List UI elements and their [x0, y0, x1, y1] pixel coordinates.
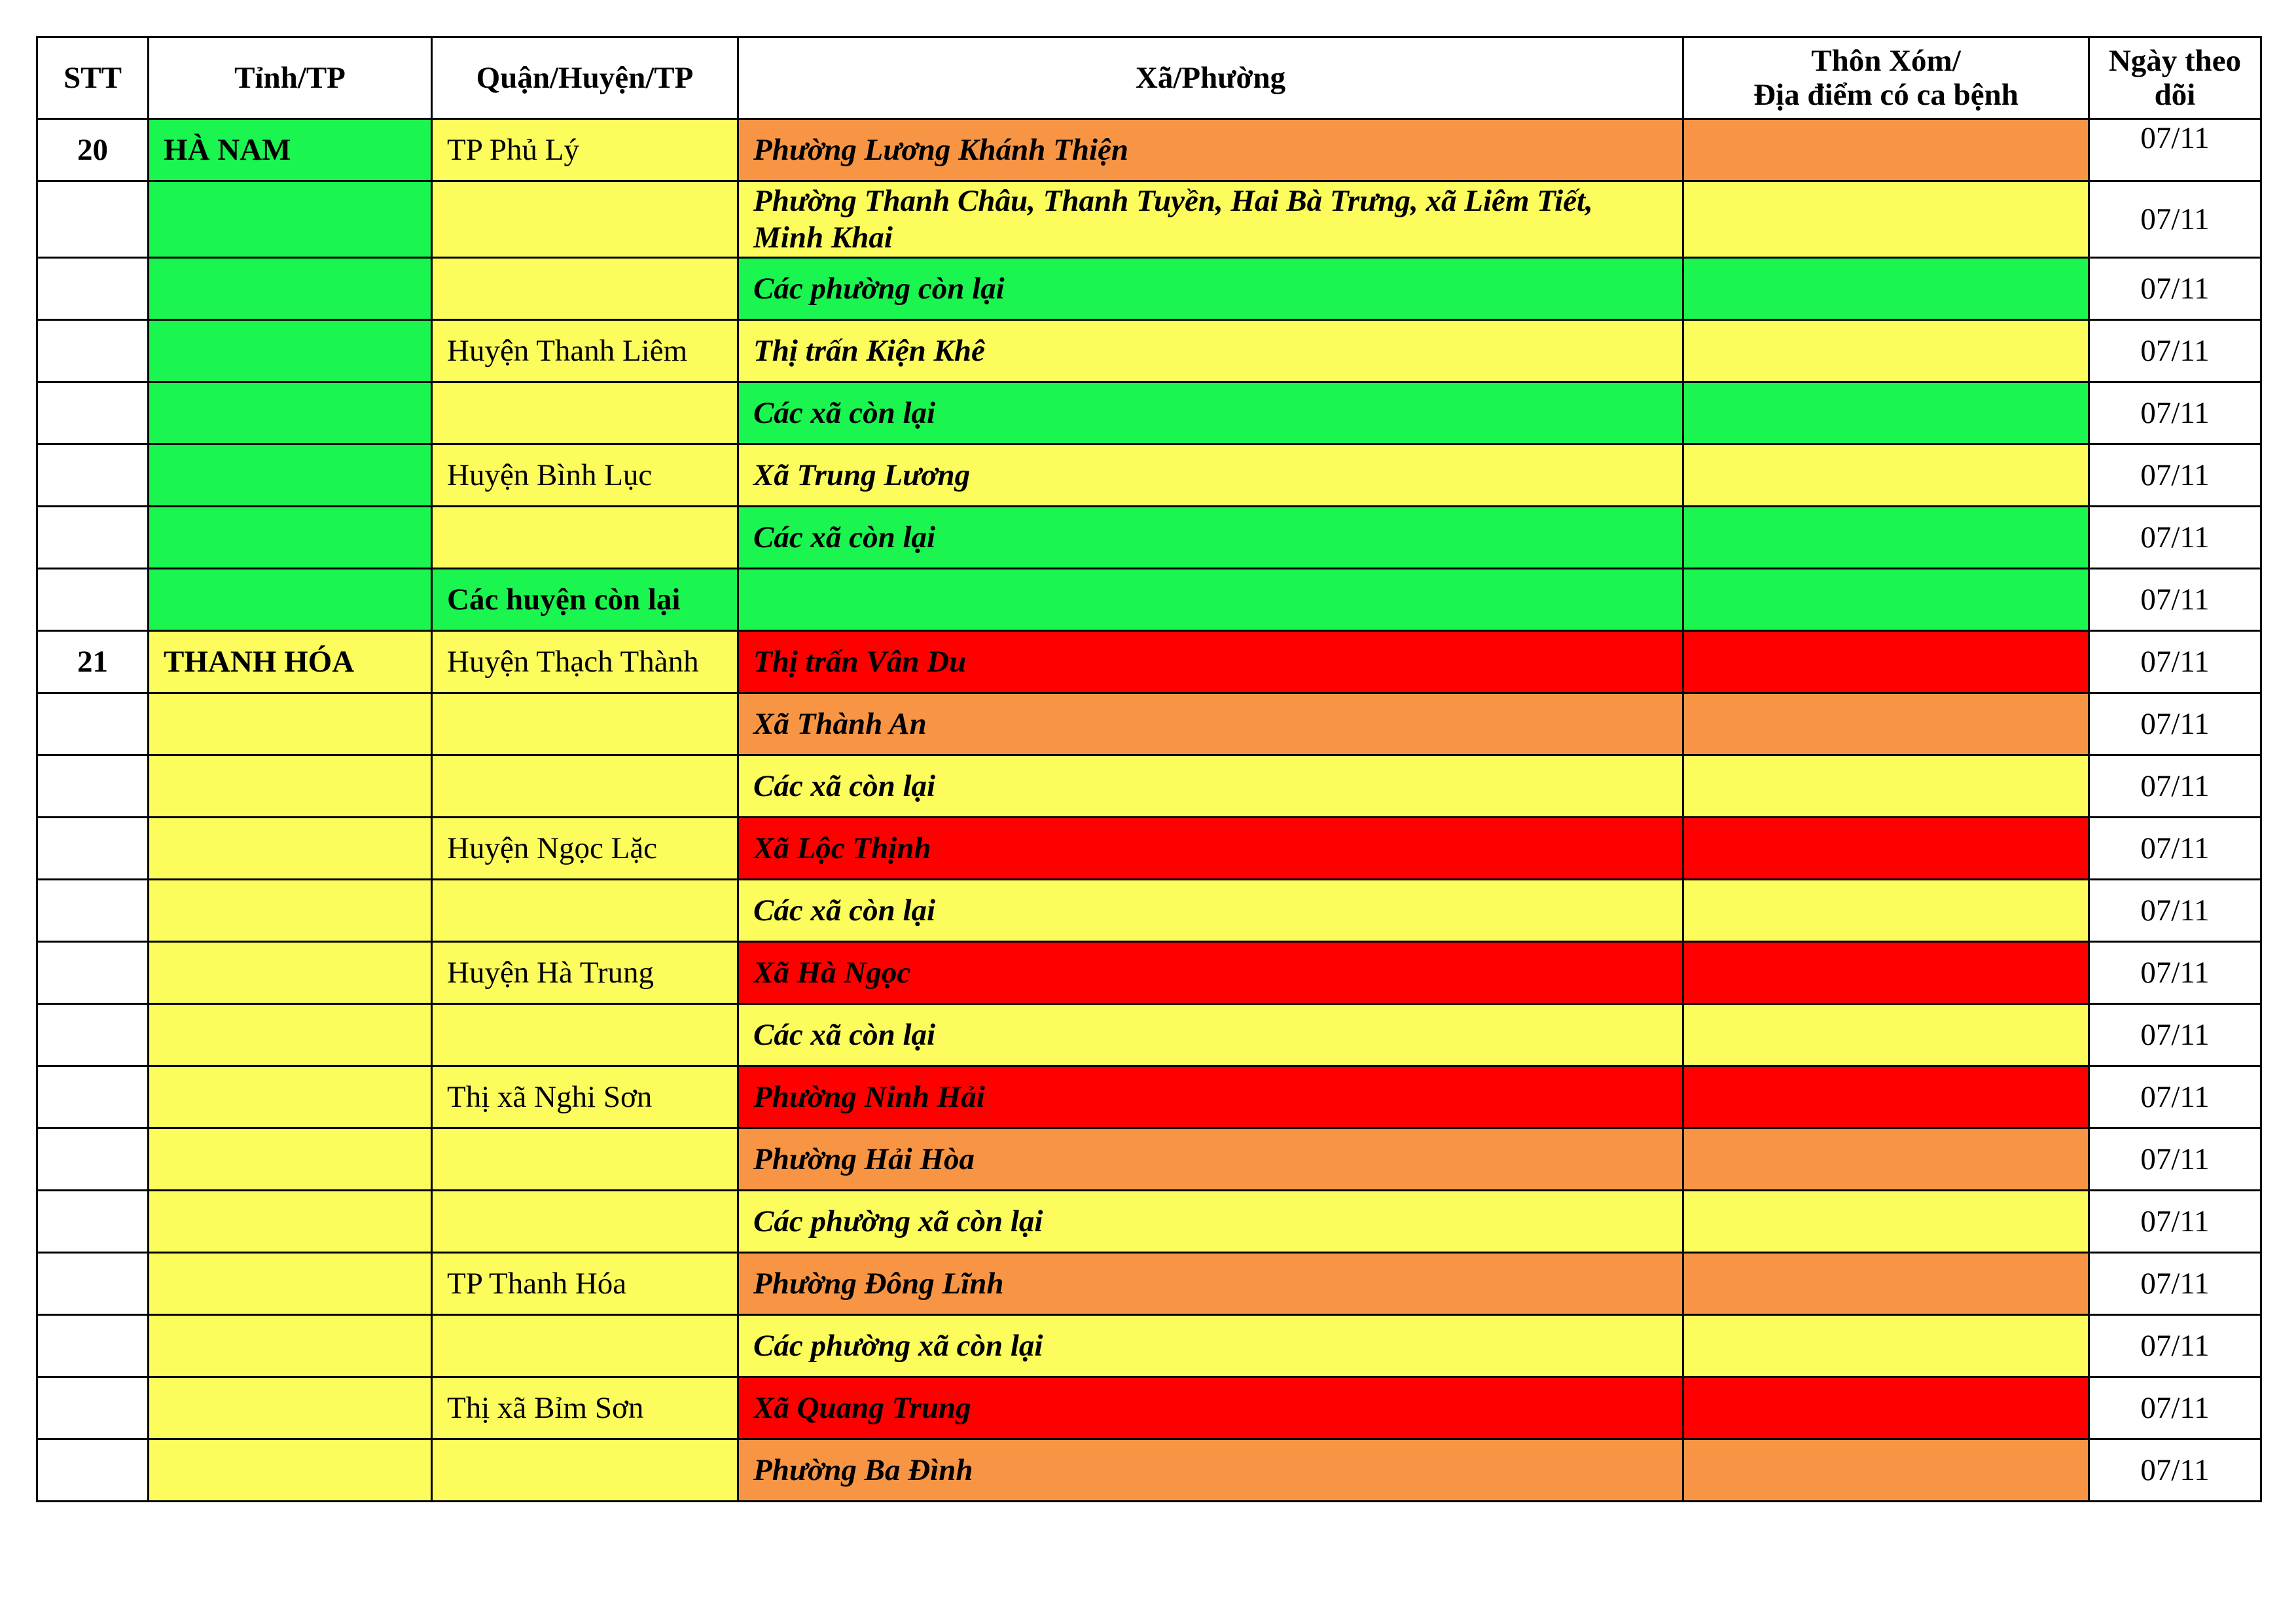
date-cell: 07/11: [2089, 942, 2261, 1004]
table-row: [37, 818, 2261, 880]
table-row: [37, 1315, 2261, 1377]
date-cell: 07/11: [2089, 320, 2261, 382]
date-cell: 07/11: [2089, 382, 2261, 444]
district-cell: Thị xã Bỉm Sơn: [432, 1377, 738, 1439]
table-row: [37, 382, 2261, 444]
stt-cell: [37, 507, 149, 569]
table-row: [37, 320, 2261, 382]
date-cell: 07/11: [2089, 1128, 2261, 1191]
province-cell: [149, 1315, 432, 1377]
date-cell: 07/11: [2089, 1253, 2261, 1315]
province-cell: THANH HÓA: [149, 631, 432, 693]
place-cell: [1683, 1128, 2089, 1191]
stt-cell: 20: [37, 119, 149, 181]
ward-cell: Các phường xã còn lại: [738, 1191, 1683, 1253]
ward-cell: Các xã còn lại: [738, 382, 1683, 444]
province-cell: [149, 444, 432, 507]
district-cell: TP Thanh Hóa: [432, 1253, 738, 1315]
table-header: [37, 37, 2261, 119]
date-cell: 07/11: [2089, 1315, 2261, 1377]
province-cell: [149, 1191, 432, 1253]
district-cell: Huyện Hà Trung: [432, 942, 738, 1004]
header-province: Tỉnh/TP: [149, 37, 432, 119]
ward-cell: Phường Lương Khánh Thiện: [738, 119, 1683, 181]
ward-cell: Xã Lộc Thịnh: [738, 818, 1683, 880]
district-cell: Các huyện còn lại: [432, 569, 738, 631]
date-cell: 07/11: [2089, 818, 2261, 880]
province-cell: [149, 258, 432, 320]
district-cell: [432, 1439, 738, 1502]
province-cell: [149, 755, 432, 818]
district-cell: [432, 1128, 738, 1191]
ward-cell: [738, 569, 1683, 631]
province-cell: [149, 382, 432, 444]
table-row: [37, 693, 2261, 755]
date-cell: 07/11: [2089, 1191, 2261, 1253]
district-cell: [432, 181, 738, 258]
province-cell: [149, 1439, 432, 1502]
ward-cell: Xã Trung Lương: [738, 444, 1683, 507]
table-row: [37, 1066, 2261, 1128]
table-row: [37, 507, 2261, 569]
header-place-line2: Địa điểm có ca bệnh: [1753, 78, 2018, 112]
place-cell: [1683, 320, 2089, 382]
province-cell: [149, 1377, 432, 1439]
date-cell: 07/11: [2089, 181, 2261, 258]
stt-cell: [37, 1377, 149, 1439]
ward-cell: Thị trấn Vân Du: [738, 631, 1683, 693]
place-cell: [1683, 942, 2089, 1004]
province-cell: [149, 1004, 432, 1066]
header-stt: STT: [37, 37, 149, 119]
place-cell: [1683, 569, 2089, 631]
ward-cell: Các xã còn lại: [738, 507, 1683, 569]
date-cell: 07/11: [2089, 507, 2261, 569]
district-cell: TP Phủ Lý: [432, 119, 738, 181]
table-row: [37, 1439, 2261, 1502]
ward-cell: Phường Hải Hòa: [738, 1128, 1683, 1191]
stt-cell: [37, 880, 149, 942]
date-cell: 07/11: [2089, 1377, 2261, 1439]
province-cell: [149, 818, 432, 880]
table-row: [37, 444, 2261, 507]
date-cell: 07/11: [2089, 1066, 2261, 1128]
header-row: [37, 37, 2261, 119]
place-cell: [1683, 1191, 2089, 1253]
stt-cell: [37, 693, 149, 755]
date-cell: 07/11: [2089, 258, 2261, 320]
ward-cell: Phường Ninh Hải: [738, 1066, 1683, 1128]
stt-cell: [37, 818, 149, 880]
header-date-line1: Ngày theo: [2108, 44, 2242, 78]
ward-cell: Thị trấn Kiện Khê: [738, 320, 1683, 382]
stt-cell: [37, 569, 149, 631]
covid-risk-table: [36, 36, 2262, 1502]
ward-cell: Các xã còn lại: [738, 755, 1683, 818]
stt-cell: [37, 444, 149, 507]
district-cell: Huyện Thạch Thành: [432, 631, 738, 693]
place-cell: [1683, 693, 2089, 755]
stt-cell: [37, 1253, 149, 1315]
table-row: [37, 631, 2261, 693]
district-cell: [432, 1191, 738, 1253]
stt-cell: [37, 258, 149, 320]
table-row: [37, 1253, 2261, 1315]
stt-cell: [37, 382, 149, 444]
province-cell: [149, 569, 432, 631]
district-cell: [432, 1004, 738, 1066]
province-cell: [149, 880, 432, 942]
province-cell: [149, 1066, 432, 1128]
document-page: [36, 36, 2262, 1502]
table-row: [37, 880, 2261, 942]
table-row: [37, 1004, 2261, 1066]
place-cell: [1683, 382, 2089, 444]
district-cell: [432, 382, 738, 444]
district-cell: Huyện Bình Lục: [432, 444, 738, 507]
table-row: [37, 258, 2261, 320]
table-row: [37, 1128, 2261, 1191]
place-cell: [1683, 1377, 2089, 1439]
place-cell: [1683, 119, 2089, 181]
header-place-line1: Thôn Xóm/: [1811, 44, 1961, 78]
place-cell: [1683, 880, 2089, 942]
ward-cell: Phường Đông Lĩnh: [738, 1253, 1683, 1315]
table-row: [37, 569, 2261, 631]
date-cell: 07/11: [2089, 880, 2261, 942]
stt-cell: 21: [37, 631, 149, 693]
ward-cell: Xã Hà Ngọc: [738, 942, 1683, 1004]
ward-cell: Phường Thanh Châu, Thanh Tuyền, Hai Bà Trưng, xã Liêm Tiết, Minh Khai: [738, 181, 1683, 258]
place-cell: [1683, 507, 2089, 569]
stt-cell: [37, 181, 149, 258]
table-row: [37, 181, 2261, 258]
table-body: [37, 119, 2261, 1502]
header-district: Quận/Huyện/TP: [432, 37, 738, 119]
stt-cell: [37, 1004, 149, 1066]
date-cell: 07/11: [2089, 693, 2261, 755]
table-row: [37, 1377, 2261, 1439]
district-cell: [432, 880, 738, 942]
province-cell: [149, 181, 432, 258]
district-cell: [432, 1315, 738, 1377]
district-cell: [432, 258, 738, 320]
district-cell: Thị xã Nghi Sơn: [432, 1066, 738, 1128]
district-cell: Huyện Thanh Liêm: [432, 320, 738, 382]
district-cell: [432, 755, 738, 818]
place-cell: [1683, 755, 2089, 818]
stt-cell: [37, 755, 149, 818]
place-cell: [1683, 1315, 2089, 1377]
province-cell: [149, 507, 432, 569]
ward-cell: Phường Ba Đình: [738, 1439, 1683, 1502]
ward-cell: Các xã còn lại: [738, 880, 1683, 942]
stt-cell: [37, 1128, 149, 1191]
district-cell: [432, 507, 738, 569]
header-ward: Xã/Phường: [738, 37, 1683, 119]
table-row: [37, 942, 2261, 1004]
table-row: [37, 119, 2261, 181]
province-cell: [149, 320, 432, 382]
date-cell: 07/11: [2089, 444, 2261, 507]
ward-cell: Xã Quang Trung: [738, 1377, 1683, 1439]
ward-cell: Xã Thành An: [738, 693, 1683, 755]
place-cell: [1683, 1066, 2089, 1128]
province-cell: [149, 1128, 432, 1191]
place-cell: [1683, 818, 2089, 880]
date-cell: 07/11: [2089, 631, 2261, 693]
header-date: [2089, 37, 2261, 119]
place-cell: [1683, 631, 2089, 693]
district-cell: Huyện Ngọc Lặc: [432, 818, 738, 880]
place-cell: [1683, 1004, 2089, 1066]
stt-cell: [37, 1191, 149, 1253]
place-cell: [1683, 444, 2089, 507]
ward-cell: Các phường còn lại: [738, 258, 1683, 320]
date-cell: 07/11: [2089, 1004, 2261, 1066]
table-row: [37, 1191, 2261, 1253]
stt-cell: [37, 942, 149, 1004]
province-cell: [149, 693, 432, 755]
date-cell: 07/11: [2089, 569, 2261, 631]
province-cell: [149, 942, 432, 1004]
stt-cell: [37, 1439, 149, 1502]
ward-cell: Các xã còn lại: [738, 1004, 1683, 1066]
place-cell: [1683, 181, 2089, 258]
ward-cell: Các phường xã còn lại: [738, 1315, 1683, 1377]
place-cell: [1683, 258, 2089, 320]
table-row: [37, 755, 2261, 818]
place-cell: [1683, 1439, 2089, 1502]
province-cell: HÀ NAM: [149, 119, 432, 181]
stt-cell: [37, 1315, 149, 1377]
date-cell: 07/11: [2089, 755, 2261, 818]
stt-cell: [37, 320, 149, 382]
stt-cell: [37, 1066, 149, 1128]
place-cell: [1683, 1253, 2089, 1315]
district-cell: [432, 693, 738, 755]
province-cell: [149, 1253, 432, 1315]
header-date-line2: dõi: [2154, 78, 2196, 112]
date-cell: 07/11: [2089, 119, 2261, 181]
header-place: [1683, 37, 2089, 119]
date-cell: 07/11: [2089, 1439, 2261, 1502]
